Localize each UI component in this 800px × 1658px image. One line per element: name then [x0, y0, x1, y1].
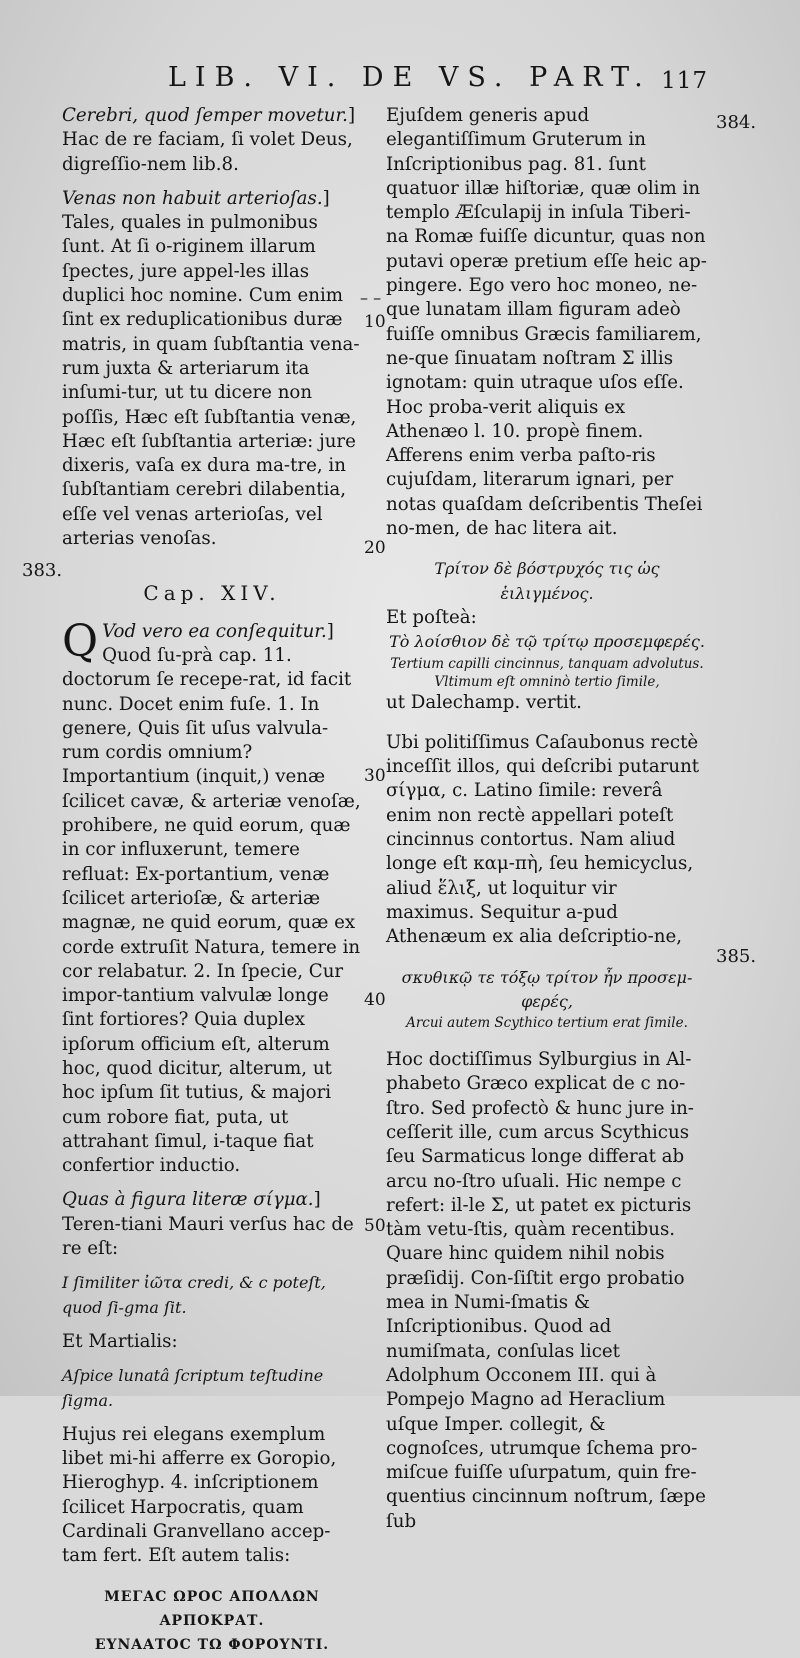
left-paragraph-4: Quas à figura literæ σίγμα.] Teren-tiani Mauri verſus hac de re eſt: — [62, 1189, 354, 1260]
page-number: 117 — [661, 68, 708, 94]
left-paragraph-2: Venas non habuit arterioſas.] Tales, quales in pulmonibus ſunt. At ſi o-riginem illarum ſpectes, jure appel-les illas duplici hoc nomine. Cum enim ſint ex reduplicationibus duræ matris, in quam ſubſtantia vena-rum juxta & arteriarum ita inſumi-tur, ut tu dicere non poſſis, Hæc eſt ſubſtantia venæ, Hæc eſt ſubſtantia arteriæ: jure dixeris, vaſa ex dura ma-tre, in ſubſtantiam cerebri dilabentia, eſſe vel venas arterioſas, vel arterias venoſas. — [62, 187, 360, 550]
terentianus-quote: I ſimiliter ἰῶτα credi, & c poteſt, quod ſi-gma ſit. — [62, 1273, 326, 1317]
translation-1: Tertium capilli cincinnus, tanquam advolutus. — [390, 655, 704, 672]
greek-verse-1: Τρίτον δὲ βόστρυχός τις ὡς ἑιλιγμένος. — [434, 559, 660, 603]
line-number-40: 40 — [364, 990, 386, 1010]
translation-3: Arcui autem Scythico tertium erat ſimile. — [406, 1015, 688, 1032]
line-number-50: 50 — [364, 1216, 386, 1236]
running-title: LIB. VI. DE VS. PART. — [168, 62, 652, 93]
inscription-line-2: ΑΡΠΟΚΡΑΤ. — [159, 1612, 265, 1629]
lemma: Vod vero ea conſequitur. — [102, 620, 327, 642]
line-number-20: 20 — [364, 538, 386, 558]
right-paragraph-2: Et poſteà: — [386, 606, 477, 628]
margin-note-383: 383. — [22, 560, 63, 581]
margin-note-385: 385. — [716, 946, 757, 967]
line-number-10: 10 — [364, 312, 386, 332]
left-paragraph-1: Cerebri, quod ſemper movetur.] Hac de re faciam, ſi volet Deus, digreſſio-nem lib.8. — [62, 105, 356, 175]
left-paragraph-5: Et Martialis: — [62, 1330, 178, 1352]
right-paragraph-4: Ubi politiſſimus Caſaubonus rectè inceſſit illos, qui deſcribi putarunt σίγμα, c. Latino ſimile: reverâ enim non rectè appellari poteſt cincinnus contortus. Nam aliud longe eſt καμ-πὴ, ſeu hemicyclus, aliud ἕλιξ, ut loquitur vir maximus. Sequitur a-pud Athenæum ex alia deſcriptio-ne, — [386, 731, 700, 948]
greek-verse-3: σκυθικῷ τε τόξῳ τρίτον ἦν προσεμ-φερές, — [401, 967, 693, 1011]
lemma: Cerebri, quod ſemper movetur. — [62, 105, 348, 126]
right-paragraph-1: Ejuſdem generis apud elegantiſſimum Gruterum in Inſcriptionibus pag. 81. ſunt quatuor illæ hiſtoriæ, quæ olim in templo Æſculapij in inſula Tiberi-na Romæ fuiſſe dicuntur, quas non putavi operæ pretium eſſe heic ap-pingere. Ego vero hoc moneo, ne-que lunatam illam figuram adeò fuiſſe omnibus Græcis familiarem, ne-que ſinuatam noſtram Σ illis ignotam: quin utraque uſos eſſe. Hoc proba-verit aliquis ex Athenæo l. 10. propè finem. Afferens enim verba paſto-ris cujuſdam, literarum ignari, per notas quaſdam deſcribentis Theſei no-men, de hac litera ait. — [386, 105, 707, 540]
lemma: Venas non habuit arterioſas. — [62, 187, 323, 209]
left-paragraph-3: Q Vod vero ea conſequitur.] Quod ſu-prà cap. 11. doctorum ſe recepe-rat, id facit nunc. Docet enim fuſe. 1. In genere, Quis ſit uſus valvula-rum cordis omnium? Importantium (inquit,) venæ ſcilicet cavæ, & arteriæ venoſæ, prohibere, ne quid eorum, quæ in cor influxerunt, temere refluat: Ex-portantium, venæ ſcilicet arterioſæ, & arteriæ magnæ, ne quid eorum, quæ ex corde extruſit Natura, temere in cor relabatur. 2. In ſpecie, Cur impor-tantium valvulæ longe ſint fortiores? Quia duplex ipſorum officium eſt, alterum hoc, quod dicitur, alterum, ut hoc ipſum ſit tutius, & majori cum robore fiat, puta, ut attrahant ſimul, i-taque fiat confertior inductio. — [62, 615, 361, 1177]
lemma: Quas à figura literæ σίγμα. — [62, 1189, 314, 1211]
translation-2: Vltimum eſt omninò tertio ſimile, — [434, 673, 660, 690]
left-column — [62, 104, 362, 1658]
right-paragraph-5: Hoc doctiſſimus Sylburgius in Al-phabeto Græco explicat de c no-ſtro. Sed profectò & hunc jure in-ceſſerit ille, cum arcus Scythicus ſeu Sarmaticus longe differat ab arcu no-ſtro uſuali. Hic nempe c refert: il-le Σ, ut patet ex picturis tàm vetu-ſtis, quàm recentibus. Quare hinc quidem nihil nobis præſidij. Con-ſiſtit ergo probatio mea in Numi-ſmatis & Inſcriptionibus. Quod ad numiſmata, conſulas licet Adolphum Occonem III. qui à Pompejo Magno ad Heraclium uſque Imper. collegit, & cognoſces, utrumque ſchema pro-miſcue fuiſſe uſurpatum, quin fre-quentius cincinnum noſtrum, ſæpe ſub — [386, 1049, 706, 1532]
right-column — [386, 104, 708, 1534]
right-paragraph-3: ut Dalechamp. vertit. — [386, 691, 582, 713]
margin-dash: – – — [360, 288, 382, 307]
left-paragraph-6: Hujus rei elegans exemplum libet mi-hi afferre ex Goropio, Hieroghyp. 4. inſcriptionem ſcilicet Harpocratis, quam Cardinali Granvellano accep-tam fert. Eſt autem talis: — [62, 1423, 337, 1567]
chapter-heading: Cap. XIV. — [143, 581, 281, 606]
inscription-line-3: ΕΥΝΑΑΤΟϹ ΤΩ ΦΟΡΟΥΝΤΙ. — [94, 1637, 330, 1654]
line-number-30: 30 — [364, 766, 386, 786]
drop-cap: Q — [62, 615, 99, 667]
margin-note-384: 384. — [716, 112, 757, 133]
martial-quote: Aſpice lunatâ ſcriptum teſtudine ſigma. — [62, 1366, 324, 1410]
inscription-line-1: ΜΕΓΑϹ ΩΡΟϹ ΑΠΟΛΛΩΝ — [104, 1588, 320, 1605]
greek-verse-2: Τὸ λοίσθιον δὲ τῷ τρίτῳ προσεμφερές. — [389, 632, 705, 652]
running-header — [168, 62, 708, 102]
